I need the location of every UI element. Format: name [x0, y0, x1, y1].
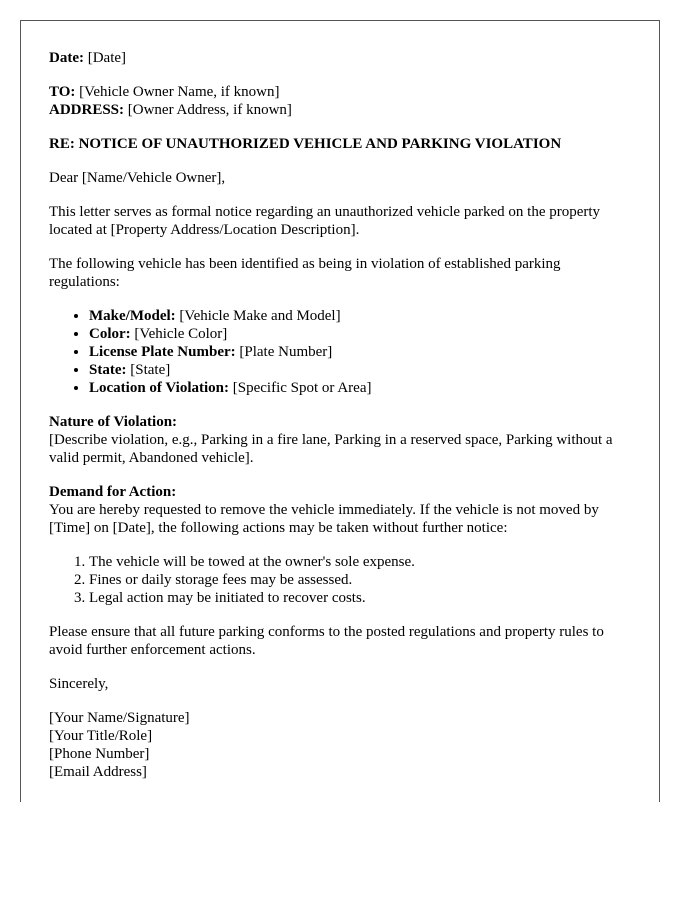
- to-label: TO:: [49, 84, 76, 100]
- signature-phone: [Phone Number]: [49, 746, 150, 762]
- to-value: [Vehicle Owner Name, if known]: [79, 84, 280, 100]
- subject-line: RE: NOTICE OF UNAUTHORIZED VEHICLE AND PARKING VIOLATION: [49, 136, 562, 152]
- detail-value: [State]: [130, 362, 171, 378]
- violation-text: [Describe violation, e.g., Parking in a fire lane, Parking in a reserved space, Parking without a valid permit, Abandoned vehicle].: [49, 432, 613, 466]
- letter-page: [20, 20, 660, 802]
- list-item: [89, 307, 631, 325]
- intro-paragraph: This letter serves as formal notice regarding an unauthorized vehicle parked on the property located at [Property Address/Location Description].: [49, 204, 601, 238]
- detail-label: Make/Model:: [89, 308, 176, 324]
- signature-name: [Your Name/Signature]: [49, 710, 190, 726]
- demand-heading: Demand for Action:: [49, 484, 177, 500]
- list-item: [89, 379, 631, 397]
- vehicle-details-list: [49, 307, 631, 397]
- demand-text: You are hereby requested to remove the vehicle immediately. If the vehicle is not moved by [Time] on [Date], the following actions may be taken without further notice:: [49, 502, 599, 536]
- list-item: 1. The vehicle will be towed at the owner's sole expense.: [89, 553, 631, 571]
- closing-paragraph: Please ensure that all future parking conforms to the posted regulations and property rules to avoid further enforcement actions.: [49, 624, 604, 658]
- list-item: [89, 361, 631, 379]
- date-line: [49, 49, 631, 67]
- to-line: [49, 83, 631, 101]
- list-item: 3. Legal action may be initiated to recover costs.: [89, 589, 631, 607]
- list-item: [89, 343, 631, 361]
- violation-section: [49, 413, 631, 467]
- salutation: Dear [Name/Vehicle Owner],: [49, 170, 226, 186]
- recipient-block: [49, 83, 631, 119]
- detail-value: [Vehicle Color]: [134, 326, 228, 342]
- signature-email: [Email Address]: [49, 764, 147, 780]
- demand-section: [49, 483, 631, 537]
- detail-value: [Plate Number]: [239, 344, 333, 360]
- address-label: ADDRESS:: [49, 102, 125, 118]
- date-value: [Date]: [87, 50, 127, 66]
- vehicle-intro-paragraph: The following vehicle has been identified as being in violation of established parking regulations:: [49, 256, 561, 290]
- detail-label: License Plate Number:: [89, 344, 236, 360]
- signature-block: [49, 709, 631, 781]
- list-item: 2. Fines or daily storage fees may be assessed.: [89, 571, 631, 589]
- detail-value: [Specific Spot or Area]: [232, 380, 372, 396]
- date-label: Date:: [49, 50, 84, 66]
- detail-value: [Vehicle Make and Model]: [179, 308, 341, 324]
- detail-label: Color:: [89, 326, 131, 342]
- address-line: [49, 101, 631, 119]
- address-value: [Owner Address, if known]: [127, 102, 292, 118]
- actions-list: [49, 553, 631, 607]
- list-item: [89, 325, 631, 343]
- signature-title: [Your Title/Role]: [49, 728, 153, 744]
- detail-label: Location of Violation:: [89, 380, 230, 396]
- sign-off: Sincerely,: [49, 676, 109, 692]
- detail-label: State:: [89, 362, 127, 378]
- violation-heading: Nature of Violation:: [49, 414, 178, 430]
